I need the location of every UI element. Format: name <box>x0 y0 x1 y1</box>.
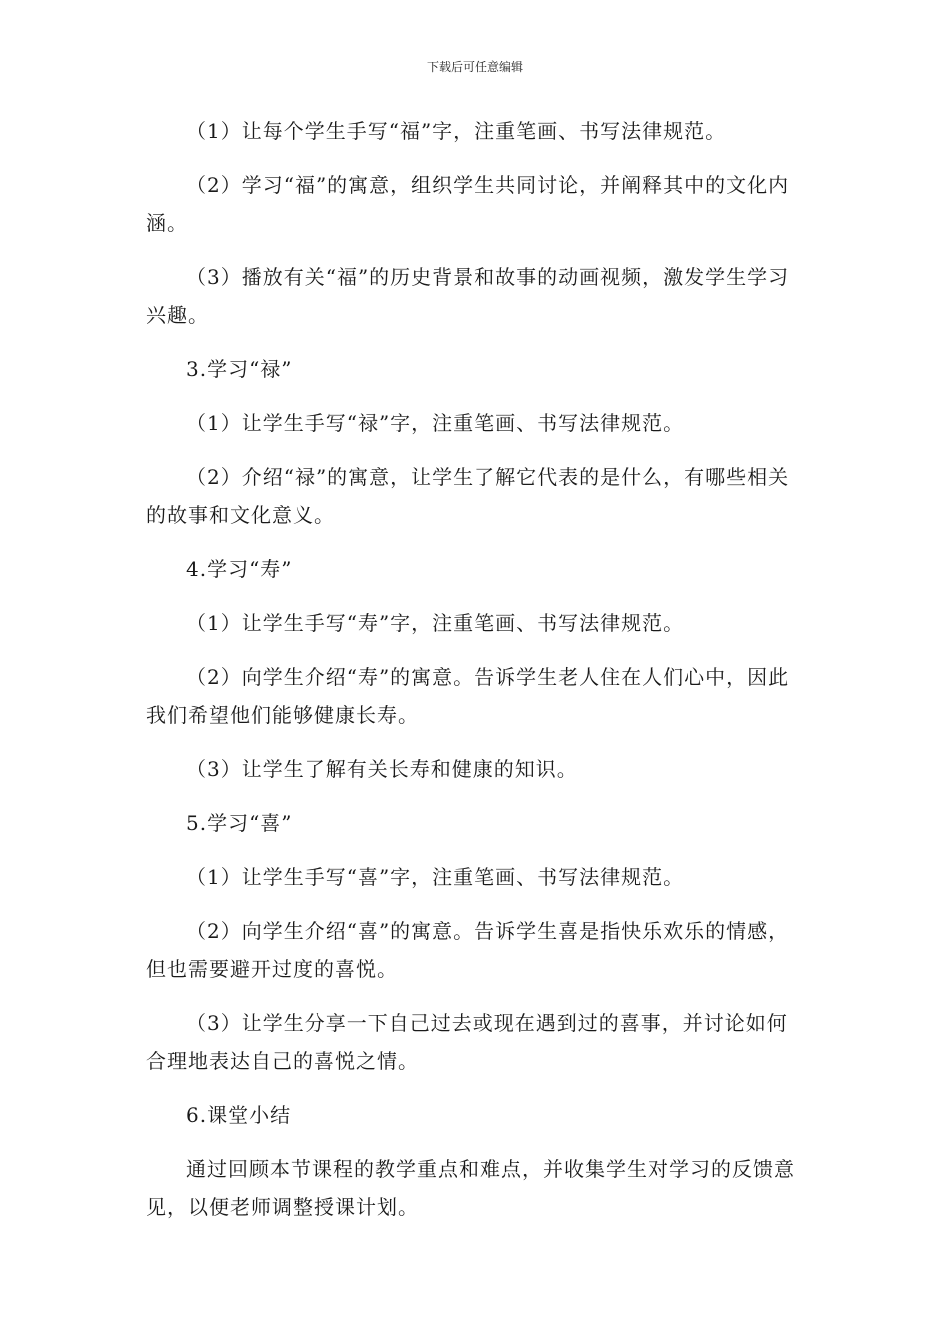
section-heading: 5.学习“喜” <box>186 811 293 835</box>
paragraph: （3）播放有关“福”的历史背景和故事的动画视频，激发学生学习兴趣。 <box>146 265 790 327</box>
document-body <box>146 112 806 1242</box>
paragraph: （3）让学生分享一下自己过去或现在遇到过的喜事，并讨论如何合理地表达自己的喜悦之情。 <box>146 1011 788 1073</box>
paragraph: （2）向学生介绍“喜”的寓意。告诉学生喜是指快乐欢乐的情感，但也需要避开过度的喜悦。 <box>146 919 790 981</box>
paragraph: （1）让学生手写“寿”字，注重笔画、书写法律规范。 <box>186 611 685 635</box>
paragraph: （2）向学生介绍“寿”的寓意。告诉学生老人住在人们心中，因此我们希望他们能够健康长寿。 <box>146 665 790 727</box>
section-heading: 3.学习“禄” <box>186 357 293 381</box>
section-heading: 4.学习“寿” <box>186 557 293 581</box>
paragraph: （1）让学生手写“喜”字，注重笔画、书写法律规范。 <box>186 865 685 889</box>
paragraph: （2）介绍“禄”的寓意，让学生了解它代表的是什么，有哪些相关的故事和文化意义。 <box>146 465 790 527</box>
paragraph: （3）让学生了解有关长寿和健康的知识。 <box>186 757 578 781</box>
header-note: 下载后可任意编辑 <box>426 60 523 74</box>
paragraph: 通过回顾本节课程的教学重点和难点，并收集学生对学习的反馈意见，以便老师调整授课计划。 <box>146 1157 795 1219</box>
paragraph: （2）学习“福”的寓意，组织学生共同讨论，并阐释其中的文化内涵。 <box>146 173 790 235</box>
section-heading: 6.课堂小结 <box>186 1103 292 1127</box>
paragraph: （1）让学生手写“禄”字，注重笔画、书写法律规范。 <box>186 411 685 435</box>
paragraph: （1）让每个学生手写“福”字，注重笔画、书写法律规范。 <box>186 119 727 143</box>
